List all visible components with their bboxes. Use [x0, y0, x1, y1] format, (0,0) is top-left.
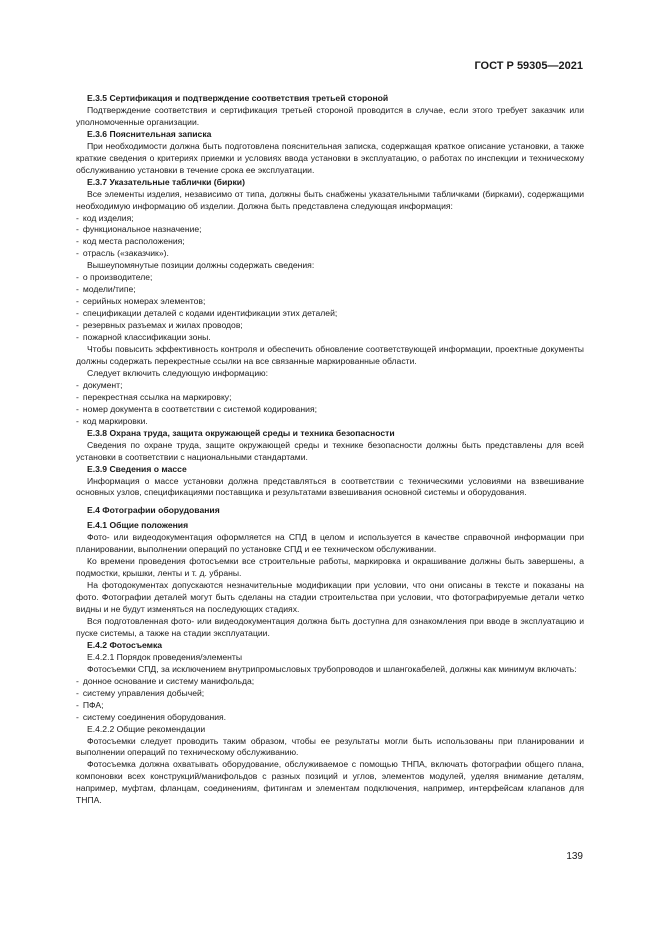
heading-e42: Е.4.2 Фотосъемка [87, 639, 163, 650]
paragraph: При необходимости должна быть подготовлена пояснительная записка, содержащая краткое описание установки, а также краткие сведения о критериях приемки и условиях ввода установки в эксплуатацию, о работах по инспекции и техническому обслуживанию установки в течение срока ее эксплуатации. [76, 140, 584, 175]
heading-e35: Е.3.5 Сертификация и подтверждение соответствия третьей стороной [87, 93, 389, 103]
paragraph: Сведения по охране труда, защите окружающей среды и технике безопасности должны быть представлены для всей установки в соответствии с национальными стандартами. [76, 439, 584, 462]
page-number: 139 [566, 851, 583, 862]
list-item: - функциональное назначение; [76, 224, 584, 236]
list-item: - модели/типе; [76, 284, 584, 296]
paragraph: Чтобы повысить эффективность контроля и обеспечить обновление соответствующей информации, проектные документы должны содержать перекрестные ссылки на все связанные маркированные области. [76, 344, 584, 366]
list-item: - отрасль («заказчик»). [76, 248, 584, 260]
paragraph: Ко времени проведения фотосъемки все строительные работы, маркировка и окрашивание должны быть завершены, а подмостки, крышки, ленты и т. д. убраны. [76, 556, 584, 579]
paragraph: Фотосъемка должна охватывать оборудование, обслуживаемое с помощью ТНПА, включать фотографии общего плана, компоновки всех конструкций/манифольдов с разных позиций и углов, элементов модулей, уделяя внимание деталям, например, муфтам, фланцам, соединениям, фитингам и элементам подключения, например, интерфейсам клапанов для ТНПА. [76, 759, 584, 806]
list-item: - пожарной классификации зоны. [76, 332, 584, 344]
paragraph: Следует включить следующую информацию: [87, 367, 268, 378]
paragraph: Подтверждение соответствия и сертификация третьей стороной проводится в случае, если этого требует заказчик или уполномоченные организации. [76, 104, 584, 127]
paragraph: Вышеупомянутые позиции должны содержать сведения: [87, 260, 315, 271]
paragraph: Информация о массе установки должна представляться в соответствии с техническими условиями на взвешивание основных узлов, спецификациями поставщика и результатами взвешивания основной системы и оборудования. [76, 475, 584, 498]
list-item: - спецификации деталей с кодами идентификации этих деталей; [76, 308, 584, 320]
list-item: - код места расположения; [76, 236, 584, 248]
heading-e36: Е.3.6 Пояснительная записка [87, 128, 212, 139]
list-item: - код изделия; [76, 213, 584, 225]
paragraph: Фото- или видеодокументация оформляется на СПД в целом и используется в качестве справочной информации при планировании, выполнении операций по установке СПД и ее техническом обслуживании. [76, 532, 584, 555]
paragraph: На фотодокументах допускаются незначительные модификации при условии, что они описаны в тексте и показаны на фото. Фотографии деталей могут быть сделаны на стадии строительства при условии, что фотографируемые детали четко видны и не будут изменяться на последующих стадиях. [76, 580, 584, 615]
section-heading-e4: Е.4 Фотографии оборудования [87, 505, 220, 516]
document-code: ГОСТ Р 59305—2021 [474, 60, 583, 72]
list-item: - систему управления добычей; [76, 688, 584, 700]
paragraph: Все элементы изделия, независимо от типа, должны быть снабжены указательными табличками (бирками), содержащими необходимую информацию об изделии. Должна быть представлена следующая информация: [76, 188, 584, 211]
heading-e39: Е.3.9 Сведения о массе [87, 463, 187, 474]
heading-e37: Е.3.7 Указательные таблички (бирки) [87, 176, 245, 187]
list-item: - ПФА; [76, 700, 584, 712]
subheading-e421: Е.4.2.1 Порядок проведения/элементы [87, 651, 243, 662]
list-item: - серийных номерах элементов; [76, 296, 584, 308]
list-item: - документ; [76, 380, 584, 392]
list-item: - код маркировки. [76, 416, 584, 428]
list-item: - о производителе; [76, 272, 584, 284]
paragraph: Фотосъемки следует проводить таким образом, чтобы ее результаты могли быть использованы при планировании и выполнении операций по техническому обслуживанию. [76, 735, 584, 758]
list-item: - номер документа в соответствии с системой кодирования; [76, 404, 584, 416]
paragraph: Фотосъемки СПД, за исключением внутрипромысловых трубопроводов и шлангокабелей, должны как минимум включать: [87, 663, 577, 674]
list-item: - систему соединения оборудования. [76, 712, 584, 724]
list-item: - перекрестная ссылка на маркировку; [76, 392, 584, 404]
list-item: - донное основание и систему манифольда; [76, 676, 584, 688]
list-item: - резервных разъемах и жилах проводов; [76, 320, 584, 332]
paragraph: Вся подготовленная фото- или видеодокументация должна быть доступна для ознакомления при вводе в эксплуатацию и пуске системы, а также на стадии эксплуатации. [76, 615, 584, 638]
heading-e41: Е.4.1 Общие положения [87, 520, 189, 531]
page-body [76, 93, 584, 807]
subheading-e422: Е.4.2.2 Общие рекомендации [87, 723, 206, 734]
heading-e38: Е.3.8 Охрана труда, защита окружающей среды и техника безопасности [87, 427, 395, 438]
